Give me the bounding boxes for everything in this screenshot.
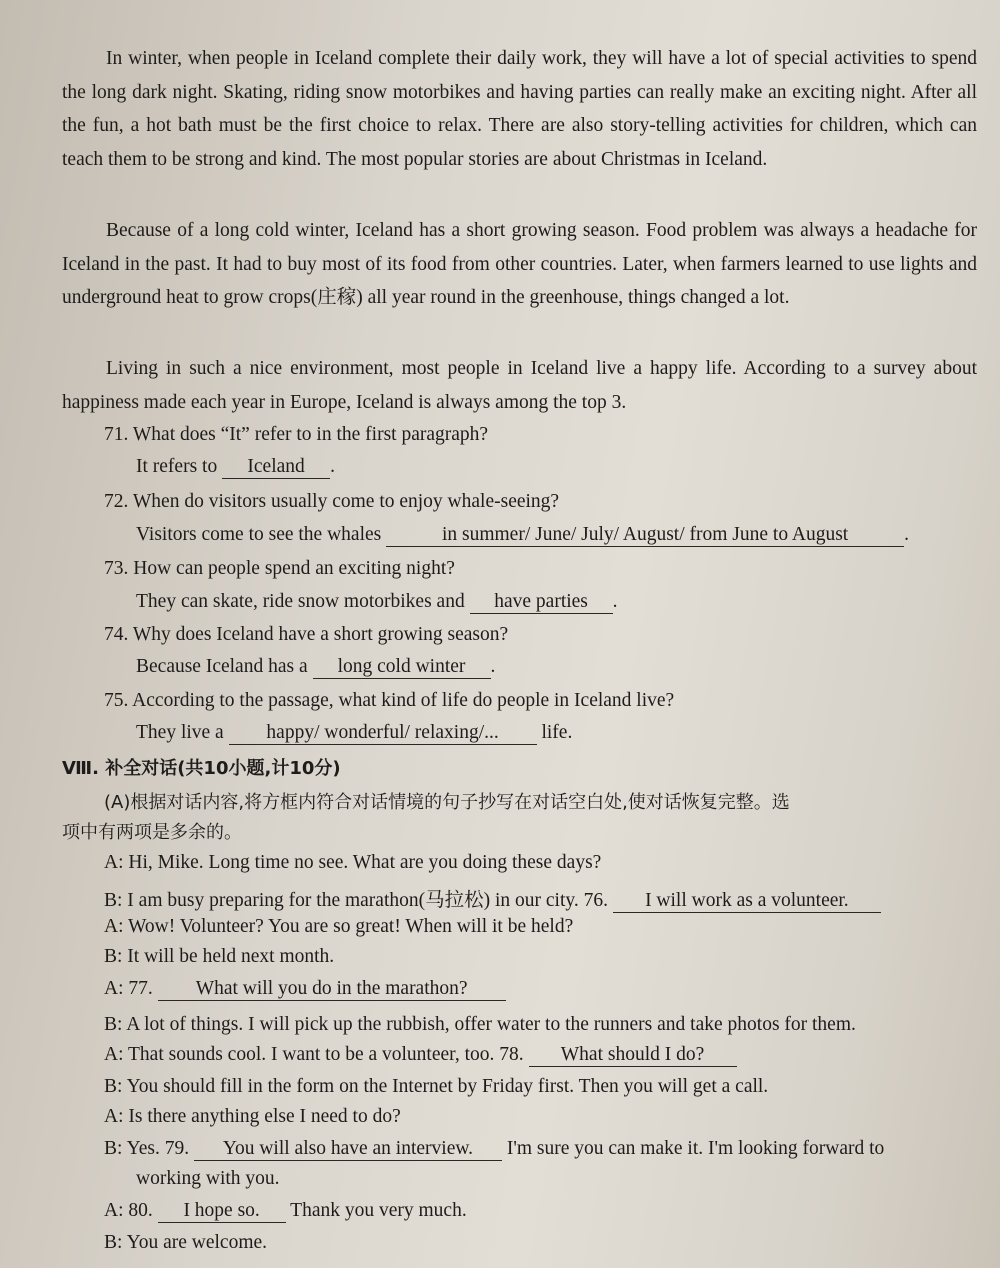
question-73: 73. How can people spend an exciting night? [104, 558, 455, 579]
dialogue-line-3: A: Wow! Volunteer? You are so great! When will it be held? [104, 916, 574, 937]
dialogue-line-2 [104, 884, 881, 913]
answer-75: happy/ wonderful/ relaxing/... [229, 722, 537, 745]
passage-paragraph-3: Living in such a nice environment, most people in Iceland live a happy life. According to a survey about happiness made each year in Europe, Iceland is always among the top 3. [62, 358, 977, 413]
dialogue-line-6: B: A lot of things. I will pick up the rubbish, offer water to the runners and take photos for them. [104, 1014, 856, 1035]
section-8-instruction: (A)根据对话内容,将方框内符合对话情境的句子抄写在对话空白处,使对话恢复完整。选 [104, 792, 790, 813]
answer-72: in summer/ June/ July/ August/ from June to August [386, 524, 904, 547]
question-75: 75. According to the passage, what kind of life do people in Iceland live? [104, 690, 675, 711]
dialogue-text: Thank you very much. [290, 1200, 467, 1221]
passage-paragraph-1: In winter, when people in Iceland complete their daily work, they will have a lot of special activities to spend the long dark night. Skating, riding snow motorbikes and having parties can really make an exciting night. After all the fun, a hot bath must be the first choice to relax. There are also story-telling activities for children, which can teach them to be strong and kind. The most popular stories are about Christmas in Iceland. [62, 48, 977, 170]
dialogue-text: B: Yes. 79. [104, 1138, 190, 1159]
dialogue-line-10 [104, 1138, 884, 1161]
dialogue-text: A: 80. [104, 1200, 153, 1221]
answer-73: have parties [470, 591, 613, 614]
dialogue-line-9: A: Is there anything else I need to do? [104, 1106, 401, 1127]
dialogue-line-8: B: You should fill in the form on the Internet by Friday first. Then you will get a call. [104, 1076, 769, 1097]
section-8-title: Ⅷ. 补全对话(共10小题,计10分) [62, 758, 341, 779]
answer-74: long cold winter [313, 656, 491, 679]
answer-prefix: It refers to [136, 456, 218, 477]
dialogue-line-1: A: Hi, Mike. Long time no see. What are you doing these days? [104, 852, 602, 873]
dialogue-text: A: That sounds cool. I want to be a volunteer, too. 78. [104, 1044, 524, 1065]
answer-79: You will also have an interview. [194, 1138, 502, 1161]
period: . [490, 656, 496, 677]
answer-line-73 [136, 591, 617, 614]
answer-prefix: They can skate, ride snow motorbikes and [136, 591, 465, 612]
answer-line-74 [136, 656, 495, 679]
dialogue-text: A: 77. [104, 978, 153, 999]
passage-paragraph-2: Because of a long cold winter, Iceland has a short growing season. Food problem was always a headache for Iceland in the past. It had to buy most of its food from other countries. Later, when farmers learned to use lights and underground heat to grow crops(庄稼) all year round in the greenhouse, things changed a lot. [62, 220, 977, 309]
dialogue-line-5 [104, 978, 506, 1001]
period: . [330, 456, 335, 477]
section-8-instruction-cont: 项中有两项是多余的。 [62, 822, 242, 843]
answer-78: What should I do? [529, 1044, 737, 1067]
answer-prefix: They live a [136, 722, 224, 743]
answer-prefix: Because Iceland has a [136, 656, 308, 677]
dialogue-line-4: B: It will be held next month. [104, 946, 335, 967]
period: . [904, 524, 909, 545]
dialogue-line-11: working with you. [136, 1168, 280, 1189]
dialogue-text: B: I am busy preparing for the marathon(马拉松) in our city. 76. [104, 890, 608, 911]
answer-76: I will work as a volunteer. [613, 890, 881, 913]
answer-line-71 [136, 456, 335, 479]
suffix: life. [541, 722, 573, 743]
dialogue-text: I'm sure you can make it. I'm looking forward to [506, 1138, 885, 1159]
answer-line-75 [136, 722, 572, 745]
answer-71: Iceland [222, 456, 330, 479]
answer-line-72 [136, 524, 909, 547]
question-71: 71. What does “It” refer to in the first paragraph? [104, 424, 489, 445]
answer-77: What will you do in the marathon? [158, 978, 506, 1001]
answer-80: I hope so. [158, 1200, 286, 1223]
dialogue-line-13: B: You are welcome. [104, 1232, 268, 1253]
dialogue-line-7 [104, 1044, 737, 1067]
question-72: 72. When do visitors usually come to enjoy whale-seeing? [104, 491, 560, 512]
period: . [612, 591, 618, 612]
answer-prefix: Visitors come to see the whales [136, 524, 382, 545]
dialogue-line-12 [104, 1200, 467, 1223]
question-74: 74. Why does Iceland have a short growing season? [104, 624, 509, 645]
